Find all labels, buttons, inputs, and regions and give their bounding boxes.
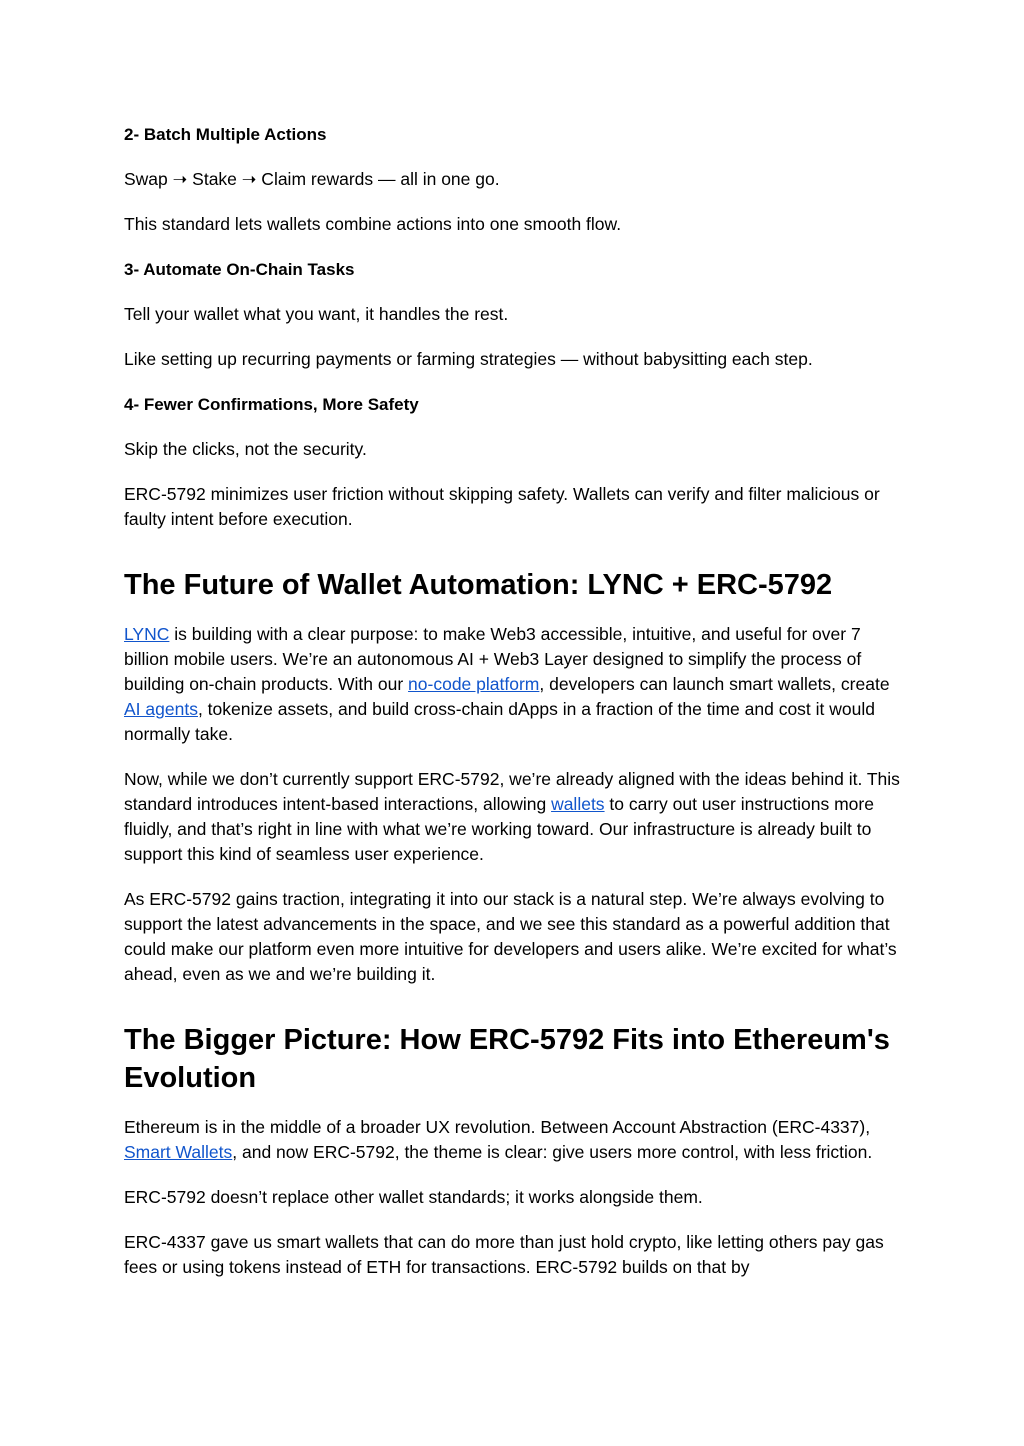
text-span: to carry out user instructions more fluidly, and that’s right in line with what we’re working toward. Our infrastructure is already built to support this kind of seamless user experience.: [124, 794, 874, 864]
paragraph-lync-intro: [124, 622, 904, 747]
paragraph-erc-4337: ERC-4337 gave us smart wallets that can do more than just hold crypto, like letting others pay gas fees or using tokens instead of ETH for transactions. ERC-5792 builds on that by: [124, 1232, 884, 1277]
link-smart-wallets[interactable]: Smart Wallets: [124, 1142, 233, 1162]
section-batch-actions: [124, 122, 904, 237]
text-span: , and now ERC-5792, the theme is clear: give users more control, with less friction.: [232, 1142, 873, 1162]
paragraph-standards: ERC-5792 doesn’t replace other wallet standards; it works alongside them.: [124, 1187, 703, 1207]
link-ai-agents[interactable]: AI agents: [124, 699, 198, 719]
paragraph: Tell your wallet what you want, it handles the rest.: [124, 304, 509, 324]
link-wallets[interactable]: wallets: [551, 794, 605, 814]
paragraph: Like setting up recurring payments or farming strategies — without babysitting each step.: [124, 349, 813, 369]
section-heading: 3- Automate On-Chain Tasks: [124, 260, 355, 279]
paragraph: Skip the clicks, not the security.: [124, 439, 367, 459]
paragraph-ux-revolution: [124, 1115, 904, 1165]
paragraph-erc-support: [124, 767, 904, 867]
text-span: Now, while we don’t currently support ERC-5792, we’re already aligned with the ideas behind it. This standard introduces intent-based interactions, allowing: [124, 769, 900, 814]
link-lync[interactable]: LYNC: [124, 624, 170, 644]
heading-future-wallet-automation: The Future of Wallet Automation: LYNC + ERC-5792: [124, 569, 833, 601]
document-page: [124, 122, 904, 1300]
text-span: is building with a clear purpose: to make Web3 accessible, intuitive, and useful for over 7 billion mobile users. We’re an autonomous AI + Web3 Layer designed to simplify the process of building on-chain products. With our: [124, 624, 862, 694]
section-fewer-confirmations: [124, 392, 904, 532]
paragraph: This standard lets wallets combine actions into one smooth flow.: [124, 214, 622, 234]
section-heading: 4- Fewer Confirmations, More Safety: [124, 395, 419, 414]
paragraph-erc-traction: As ERC-5792 gains traction, integrating it into our stack is a natural step. We’re always evolving to support the latest advancements in the space, and we see this standard as a powerful addition that could make our platform even more intuitive for developers and users alike. We’re excited for what’s ahead, even as we and we’re building it.: [124, 889, 897, 984]
paragraph: ERC-5792 minimizes user friction without skipping safety. Wallets can verify and filter malicious or faulty intent before execution.: [124, 484, 880, 529]
paragraph: Swap ➝ Stake ➝ Claim rewards — all in one go.: [124, 169, 500, 189]
section-automate-tasks: [124, 257, 904, 372]
section-heading: 2- Batch Multiple Actions: [124, 125, 327, 144]
link-no-code-platform[interactable]: no-code platform: [408, 674, 540, 694]
text-span: , tokenize assets, and build cross-chain dApps in a fraction of the time and cost it would normally take.: [124, 699, 875, 744]
heading-bigger-picture: The Bigger Picture: How ERC-5792 Fits into Ethereum's Evolution: [124, 1024, 890, 1094]
text-span: Ethereum is in the middle of a broader UX revolution. Between Account Abstraction (ERC-4337),: [124, 1117, 871, 1137]
text-span: , developers can launch smart wallets, create: [539, 674, 890, 694]
